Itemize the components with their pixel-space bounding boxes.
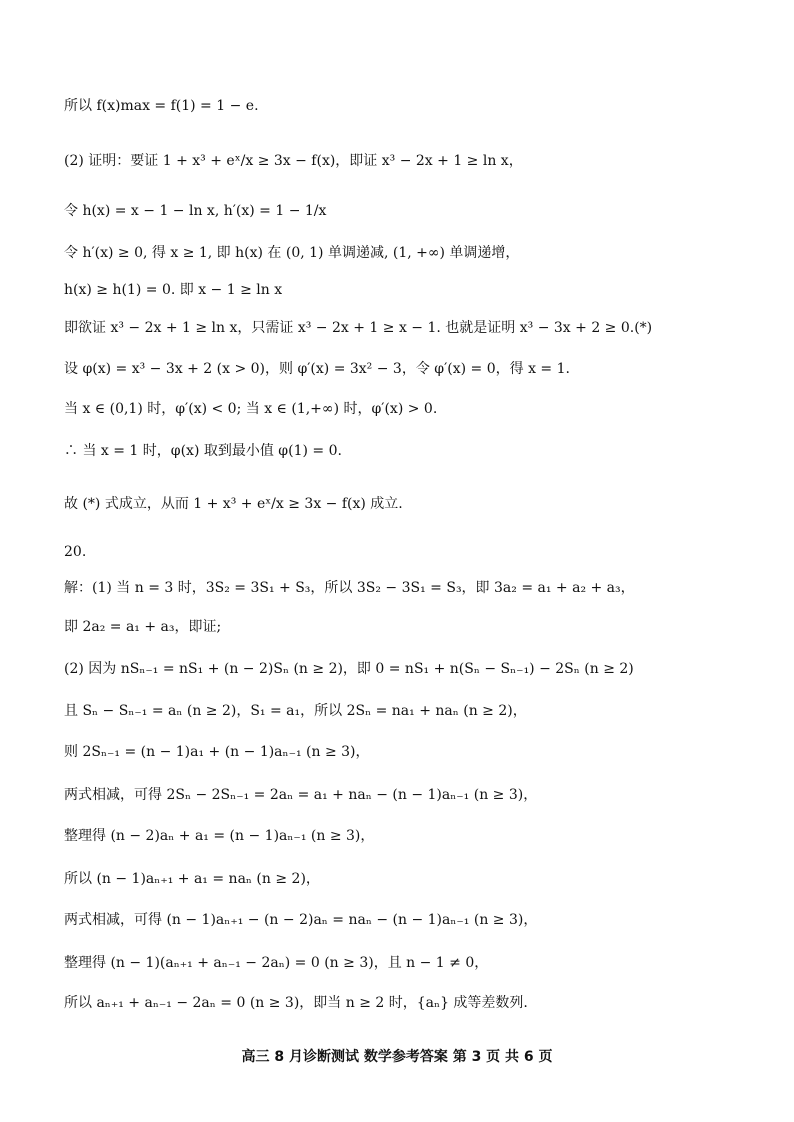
text-line-20: 两式相减，可得 (n − 1)aₙ₊₁ − (n − 2)aₙ = naₙ − (n − 1)aₙ₋₁ (n ≥ 3)， xyxy=(64,912,538,928)
text-line-3: 令 h(x) = x − 1 − ln x, h′(x) = 1 − 1/x xyxy=(64,203,327,219)
page-footer: 高三 8 月诊断测试 数学参考答案 第 3 页 共 6 页 xyxy=(241,1049,553,1065)
text-line-21: 整理得 (n − 1)(aₙ₊₁ + aₙ₋₁ − 2aₙ) = 0 (n ≥ 3)，且 n − 1 ≠ 0， xyxy=(64,955,489,971)
text-line-10: 故 (*) 式成立，从而 1 + x³ + eˣ/x ≥ 3x − f(x) 成立. xyxy=(64,496,403,512)
text-line-17: 两式相减，可得 2Sₙ − 2Sₙ₋₁ = 2aₙ = a₁ + naₙ − (n − 1)aₙ₋₁ (n ≥ 3)， xyxy=(64,787,538,803)
text-line-22: 所以 aₙ₊₁ + aₙ₋₁ − 2aₙ = 0 (n ≥ 3)，即当 n ≥ 2 时，{aₙ} 成等差数列. xyxy=(64,995,528,1011)
text-line-9: ∴ 当 x = 1 时，φ(x) 取到最小值 φ(1) = 0. xyxy=(64,443,342,459)
text-line-5: h(x) ≥ h(1) = 0. 即 x − 1 ≥ ln x xyxy=(64,282,283,298)
text-line-13: 即 2a₂ = a₁ + a₃，即证; xyxy=(64,619,222,635)
text-line-18: 整理得 (n − 2)aₙ + a₁ = (n − 1)aₙ₋₁ (n ≥ 3)， xyxy=(64,828,375,844)
text-line-15: 且 Sₙ − Sₙ₋₁ = aₙ (n ≥ 2)，S₁ = a₁，所以 2Sₙ = na₁ + naₙ (n ≥ 2)， xyxy=(64,703,527,719)
text-line-7: 设 φ(x) = x³ − 3x + 2 (x > 0)，则 φ′(x) = 3x² − 3，令 φ′(x) = 0，得 x = 1. xyxy=(64,361,570,377)
text-line-2: (2) 证明：要证 1 + x³ + eˣ/x ≥ 3x − f(x)，即证 x³ − 2x + 1 ≥ ln x， xyxy=(64,153,523,169)
text-line-16: 则 2Sₙ₋₁ = (n − 1)a₁ + (n − 1)aₙ₋₁ (n ≥ 3)， xyxy=(64,744,370,760)
text-line-14: (2) 因为 nSₙ₋₁ = nS₁ + (n − 2)Sₙ (n ≥ 2)，即 0 = nS₁ + n(Sₙ − Sₙ₋₁) − 2Sₙ (n ≥ 2) xyxy=(64,661,634,677)
text-line-4: 令 h′(x) ≥ 0, 得 x ≥ 1, 即 h(x) 在 (0, 1) 单调递减, (1, +∞) 单调递增， xyxy=(64,245,520,261)
text-line-19: 所以 (n − 1)aₙ₊₁ + a₁ = naₙ (n ≥ 2)， xyxy=(64,871,320,887)
text-line-1: 所以 f(x)max = f(1) = 1 − e. xyxy=(64,98,259,114)
text-line-11: 20. xyxy=(64,544,87,560)
text-line-12: 解：(1) 当 n = 3 时，3S₂ = 3S₁ + S₃，所以 3S₂ − 3S₁ = S₃，即 3a₂ = a₁ + a₂ + a₃， xyxy=(64,580,635,596)
text-line-6: 即欲证 x³ − 2x + 1 ≥ ln x，只需证 x³ − 2x + 1 ≥ x − 1. 也就是证明 x³ − 3x + 2 ≥ 0.(*) xyxy=(64,320,653,336)
text-line-8: 当 x ∈ (0,1) 时，φ′(x) < 0; 当 x ∈ (1,+∞) 时，φ′(x) > 0. xyxy=(64,401,438,417)
